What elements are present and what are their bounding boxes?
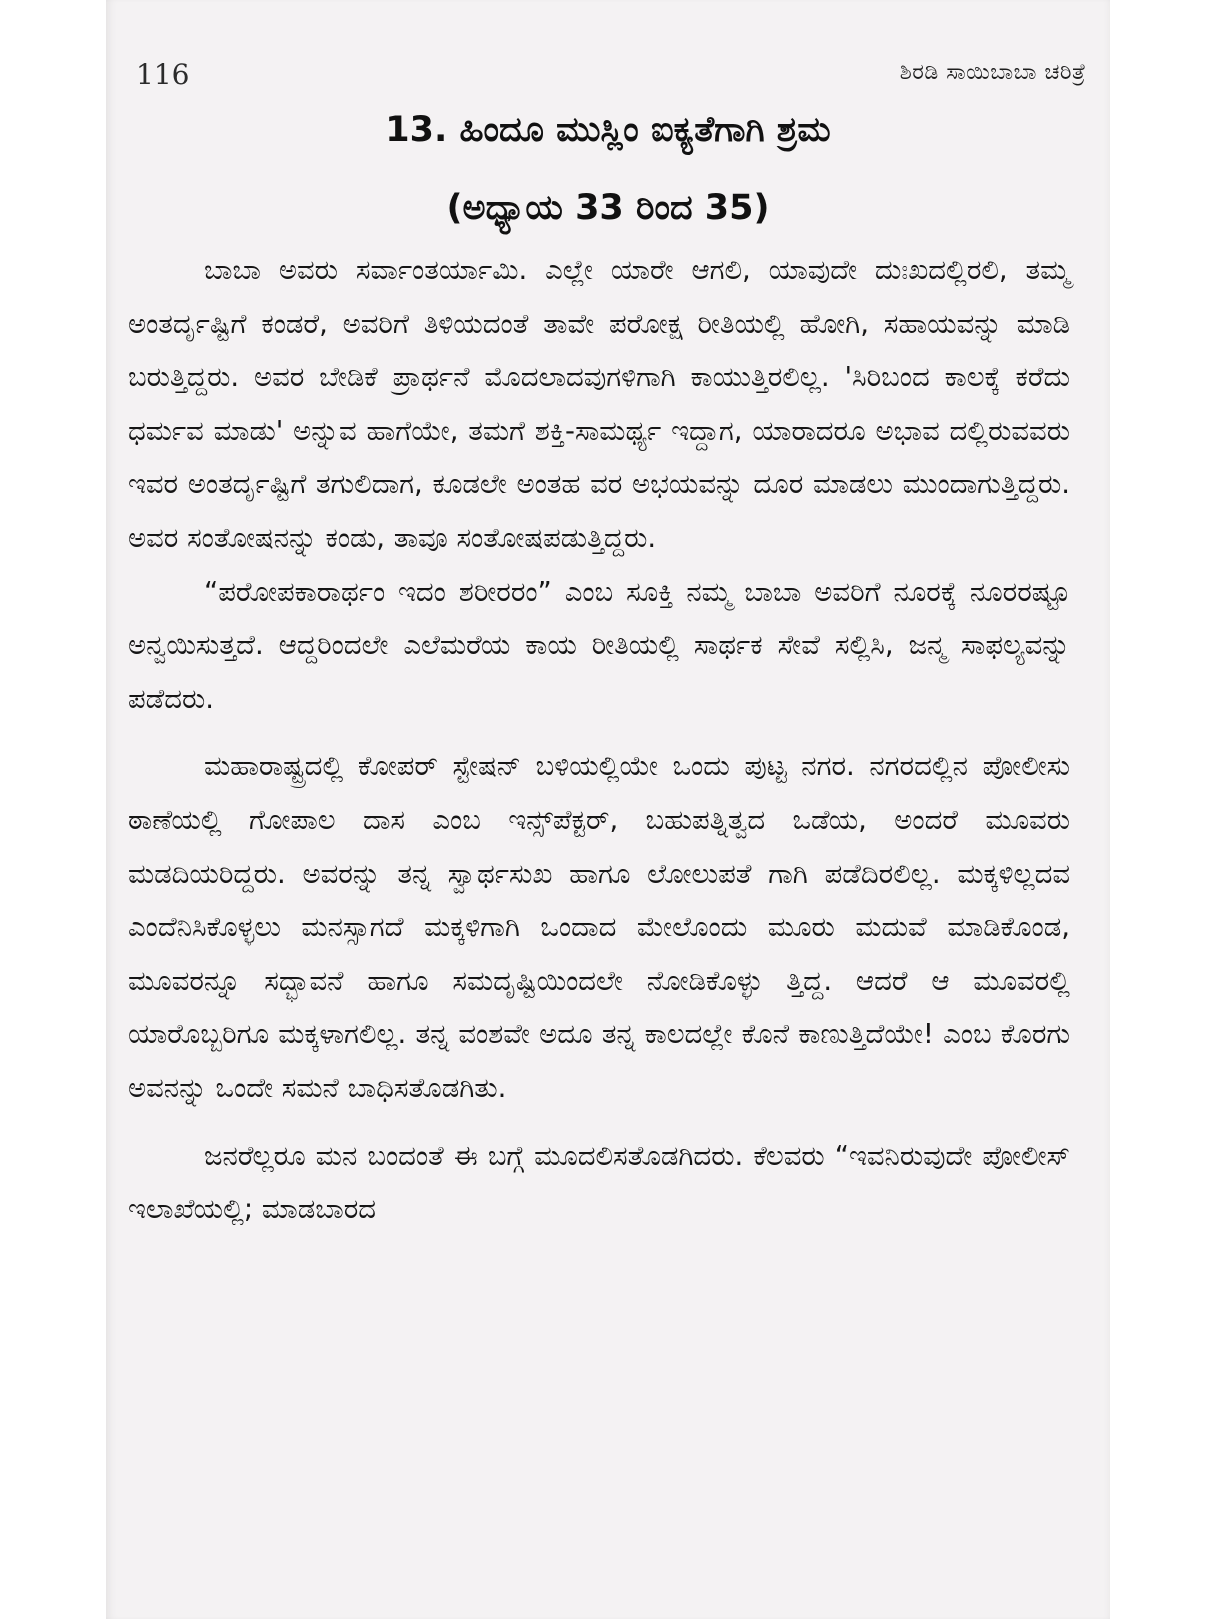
- page-number: 116: [136, 58, 190, 91]
- paragraph: ಮಹಾರಾಷ್ಟ್ರದಲ್ಲಿ ಕೋಪರ್ ಸ್ಟೇಷನ್ ಬಳಿಯಲ್ಲಿಯೇ ಒಂದು ಪುಟ್ಟ ನಗರ. ನಗರದಲ್ಲಿನ ಪೋಲೀಸು ಠಾಣೆಯಲ್ಲಿ ಗೋಪಾಲ ದಾಸ ಎಂಬ ಇನ್ಸ್‌ಪೆಕ್ಟರ್, ಬಹುಪತ್ನಿತ್ವದ ಒಡೆಯ, ಅಂದರೆ ಮೂವರು ಮಡದಿಯರಿದ್ದರು. ಅವರನ್ನು ತನ್ನ ಸ್ವಾರ್ಥಸುಖ ಹಾಗೂ ಲೋಲುಪತೆ ಗಾಗಿ ಪಡೆದಿರಲಿಲ್ಲ. ಮಕ್ಕಳಿಲ್ಲದವ ಎಂದೆನಿಸಿಕೊಳ್ಳಲು ಮನಸ್ಸಾಗದೆ ಮಕ್ಕಳಿಗಾಗಿ ಒಂದಾದ ಮೇಲೊಂದು ಮೂರು ಮದುವೆ ಮಾಡಿಕೊಂಡ, ಮೂವರನ್ನೂ ಸದ್ಭಾವನೆ ಹಾಗೂ ಸಮದೃಷ್ಟಿಯಿಂದಲೇ ನೋಡಿಕೊಳ್ಳು ತ್ತಿದ್ದ. ಆದರೆ ಆ ಮೂವರಲ್ಲಿ ಯಾರೊಬ್ಬರಿಗೂ ಮಕ್ಕಳಾಗಲಿಲ್ಲ. ತನ್ನ ವಂಶವೇ ಅದೂ ತನ್ನ ಕಾಲದಲ್ಲೇ ಕೊನೆ ಕಾಣುತ್ತಿದೆಯೇ! ಎಂಬ ಕೊರಗು ಅವನನ್ನು ಒಂದೇ ಸಮನೆ ಬಾಧಿಸತೊಡಗಿತು.: [128, 750, 1070, 1104]
- body-text: [128, 244, 1070, 1237]
- paragraph: ಜನರೆಲ್ಲರೂ ಮನ ಬಂದಂತೆ ಈ ಬಗ್ಗೆ ಮೂದಲಿಸತೊಡಗಿದರು. ಕೆಲವರು “ಇವನಿರುವುದೇ ಪೋಲೀಸ್ ಇಲಾಖೆಯಲ್ಲಿ; ಮಾಡಬಾರದ: [128, 1139, 1070, 1226]
- book-page: [106, 0, 1110, 1619]
- chapter-title: 13. ಹಿಂದೂ ಮುಸ್ಲಿಂ ಐಕ್ಯತೆಗಾಗಿ ಶ್ರಮ: [385, 110, 831, 150]
- running-head: ಶಿರಡಿ ಸಾಯಿಬಾಬಾ ಚರಿತ್ರೆ: [899, 60, 1086, 85]
- paragraph: ಬಾಬಾ ಅವರು ಸರ್ವಾಂತರ್ಯಾಮಿ. ಎಲ್ಲೇ ಯಾರೇ ಆಗಲಿ, ಯಾವುದೇ ದುಃಖದಲ್ಲಿರಲಿ, ತಮ್ಮ ಅಂತರ್ದೃಷ್ಟಿಗೆ ಕಂಡರೆ, ಅವರಿಗೆ ತಿಳಿಯದಂತೆ ತಾವೇ ಪರೋಕ್ಷ ರೀತಿಯಲ್ಲಿ ಹೋಗಿ, ಸಹಾಯವನ್ನು ಮಾಡಿ ಬರುತ್ತಿದ್ದರು. ಅವರ ಬೇಡಿಕೆ ಪ್ರಾರ್ಥನೆ ಮೊದಲಾದವುಗಳಿಗಾಗಿ ಕಾಯುತ್ತಿರಲಿಲ್ಲ. 'ಸಿರಿಬಂದ ಕಾಲಕ್ಕೆ ಕರೆದು ಧರ್ಮವ ಮಾಡು' ಅನ್ನುವ ಹಾಗೆಯೇ, ತಮಗೆ ಶಕ್ತಿ-ಸಾಮರ್ಥ್ಯ ಇದ್ದಾಗ, ಯಾರಾದರೂ ಅಭಾವ ದಲ್ಲಿರುವವರು ಇವರ ಅಂತರ್ದೃಷ್ಟಿಗೆ ತಗುಲಿದಾಗ, ಕೂಡಲೇ ಅಂತಹ ವರ ಅಭಯವನ್ನು ದೂರ ಮಾಡಲು ಮುಂದಾಗುತ್ತಿದ್ದರು. ಅವರ ಸಂತೋಷನನ್ನು ಕಂಡು, ತಾವೂ ಸಂತೋಷಪಡುತ್ತಿದ್ದರು.: [128, 254, 1070, 554]
- page-header: [136, 58, 1086, 98]
- chapter-subtitle: (ಅಧ್ಯಾಯ 33 ರಿಂದ 35): [446, 188, 770, 228]
- paragraph: “ಪರೋಪಕಾರಾರ್ಥಂ ಇದಂ ಶರೀರರಂ” ಎಂಬ ಸೂಕ್ತಿ ನಮ್ಮ ಬಾಬಾ ಅವರಿಗೆ ನೂರಕ್ಕೆ ನೂರರಷ್ಟೂ ಅನ್ವಯಿಸುತ್ತದೆ. ಆದ್ದರಿಂದಲೇ ಎಲೆಮರೆಯ ಕಾಯ ರೀತಿಯಲ್ಲಿ ಸಾರ್ಥಕ ಸೇವೆ ಸಲ್ಲಿಸಿ, ಜನ್ಮ ಸಾಫಲ್ಯವನ್ನು ಪಡೆದರು.: [128, 575, 1070, 715]
